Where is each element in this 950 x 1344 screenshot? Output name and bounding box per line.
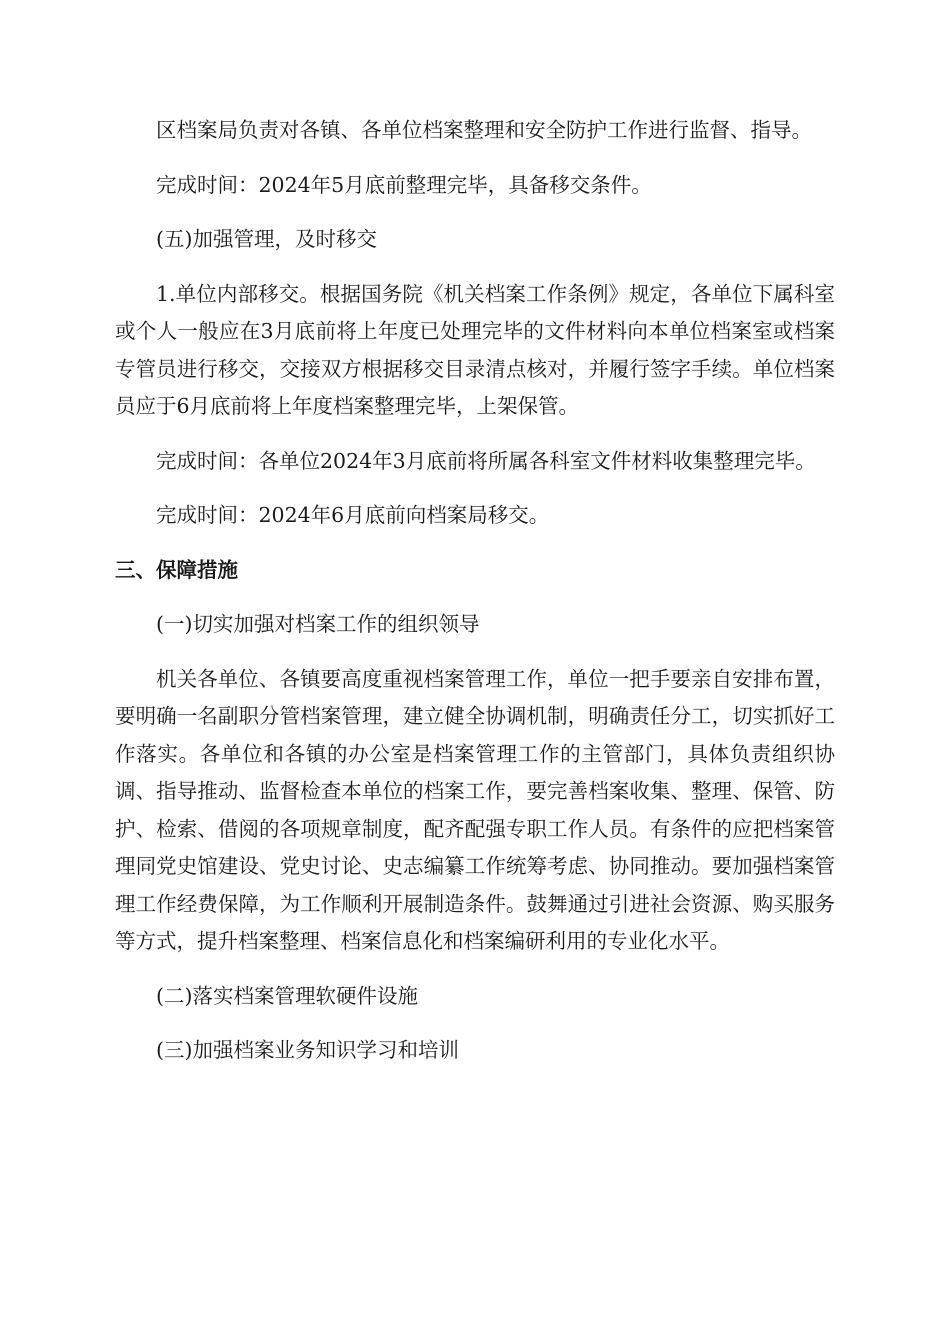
subheading-strengthen-management: (五)加强管理，及时移交 (156, 227, 377, 251)
document-body (115, 112, 835, 1087)
subheading-leadership: (一)切实加强对档案工作的组织领导 (156, 612, 480, 636)
paragraph-internal-transfer: 1.单位内部移交。根据国务院《机关档案工作条例》规定，各单位下属科室或个人一般应在3月底前将上年度已处理完毕的文件材料向本单位档案室或档案专管员进行移交，交接双方根据移交目录清点核对，并履行签字手续。单位档案员应于6月底前将上年度档案整理完毕，上架保管。 (115, 281, 835, 418)
subheading-training: (三)加强档案业务知识学习和培训 (156, 1038, 459, 1062)
paragraph-leadership-details: 机关各单位、各镇要高度重视档案管理工作，单位一把手要亲自安排布置，要明确一名副职分管档案管理，建立健全协调机制，明确责任分工，切实抓好工作落实。各单位和各镇的办公室是档案管理工作的主管部门，具体负责组织协调、指导推动、监督检查本单位的档案工作，要完善档案收集、整理、保管、防护、检索、借阅的各项规章制度，配齐配强专职工作人员。有条件的应把档案管理同党史馆建设、党史讨论、史志编纂工作统筹考虑、协同推动。要加强档案管理工作经费保障，为工作顺利开展制造条件。鼓舞通过引进社会资源、购买服务等方式，提升档案整理、档案信息化和档案编研利用的专业化水平。 (115, 666, 835, 953)
section-heading-safeguards: 三、保障措施 (115, 557, 238, 582)
paragraph-supervision: 区档案局负责对各镇、各单位档案整理和安全防护工作进行监督、指导。 (156, 118, 812, 142)
paragraph-deadline-may: 完成时间：2024年5月底前整理完毕，具备移交条件。 (156, 172, 652, 197)
paragraph-deadline-march: 完成时间：各单位2024年3月底前将所属各科室文件材料收集整理完毕。 (156, 448, 816, 473)
paragraph-deadline-june: 完成时间：2024年6月底前向档案局移交。 (156, 503, 550, 527)
subheading-facilities: (二)落实档案管理软硬件设施 (156, 983, 418, 1008)
